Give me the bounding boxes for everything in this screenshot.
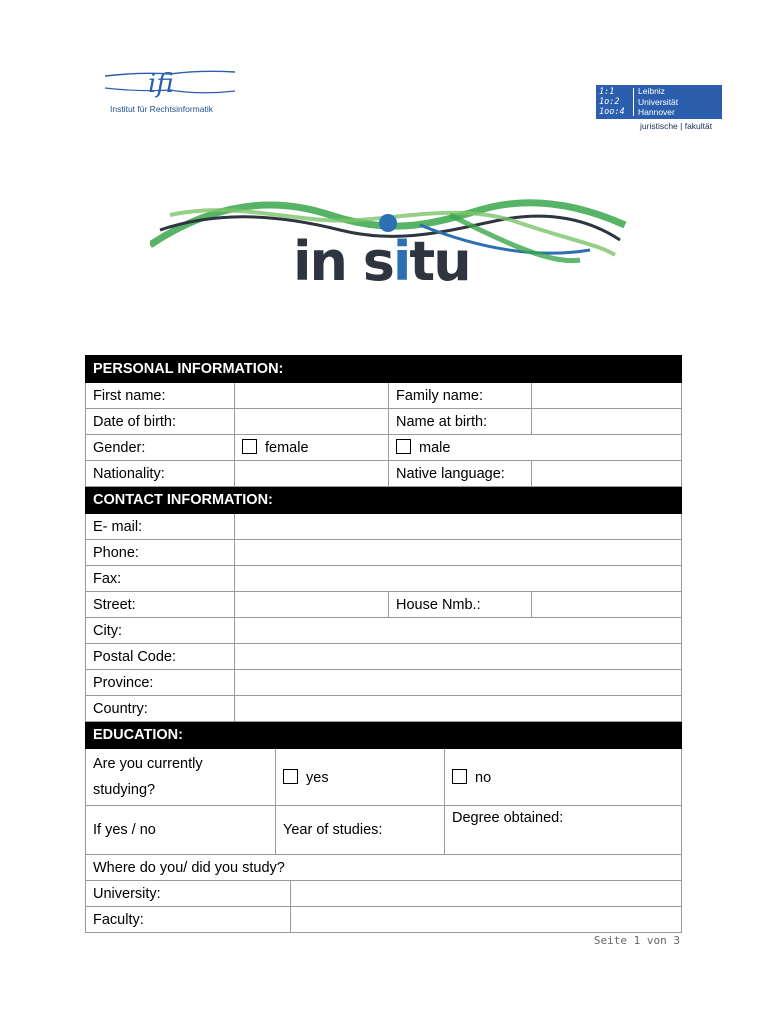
house-number-field[interactable]	[532, 592, 682, 618]
university-label: University:	[86, 881, 291, 907]
degree-obtained-label: Degree obtained:	[452, 810, 564, 826]
degree-obtained-field[interactable]	[445, 806, 682, 855]
year-of-studies-label: Year of studies:	[283, 822, 383, 838]
postal-code-label: Postal Code:	[86, 644, 235, 670]
project-logo	[150, 185, 630, 305]
phone-field[interactable]	[235, 540, 682, 566]
project-wordmark-suffix: tu	[409, 230, 470, 293]
studying-no-option[interactable]	[445, 749, 682, 806]
currently-studying-line1: Are you currently	[93, 756, 203, 772]
nationality-label: Nationality:	[86, 461, 235, 487]
currently-studying-line2: studying?	[93, 782, 156, 798]
name-at-birth-field[interactable]	[532, 409, 682, 435]
section-education: EDUCATION:	[86, 722, 682, 749]
phone-label: Phone:	[86, 540, 235, 566]
first-name-label: First name:	[86, 383, 235, 409]
faculty-field[interactable]	[291, 907, 682, 933]
gender-male-option[interactable]	[389, 435, 682, 461]
project-wordmark	[293, 230, 470, 293]
date-of-birth-label: Date of birth:	[86, 409, 235, 435]
currently-studying-label	[86, 749, 276, 806]
yes-checkbox[interactable]	[283, 769, 298, 784]
institute-name: Institut für Rechtsinformatik	[110, 104, 213, 114]
no-label: no	[475, 769, 492, 786]
svg-text:ifi: ifi	[148, 69, 174, 99]
institute-logo	[100, 62, 240, 118]
province-field[interactable]	[235, 670, 682, 696]
male-label: male	[419, 440, 451, 456]
project-wordmark-highlight: i	[392, 230, 410, 293]
female-label: female	[265, 440, 309, 456]
gender-label: Gender:	[86, 435, 235, 461]
university-field[interactable]	[291, 881, 682, 907]
page-number: Seite 1 von 3	[593, 934, 680, 947]
fax-label: Fax:	[86, 566, 235, 592]
female-checkbox[interactable]	[242, 439, 257, 454]
first-name-field[interactable]	[235, 383, 389, 409]
university-name: Leibniz Universität Hannover	[638, 86, 679, 118]
no-checkbox[interactable]	[452, 769, 467, 784]
street-field[interactable]	[235, 592, 389, 618]
studying-yes-option[interactable]	[276, 749, 445, 806]
where-study-label: Where do you/ did you study?	[86, 855, 682, 881]
house-number-label: House Nmb.:	[389, 592, 532, 618]
fax-field[interactable]	[235, 566, 682, 592]
native-language-label: Native language:	[389, 461, 532, 487]
yes-label: yes	[306, 769, 329, 786]
registration-form	[85, 355, 682, 933]
year-of-studies-field[interactable]	[276, 806, 445, 855]
university-logo-digits: 1:1 1o:2 1oo:4	[599, 87, 625, 117]
province-label: Province:	[86, 670, 235, 696]
country-label: Country:	[86, 696, 235, 722]
city-field[interactable]	[235, 618, 682, 644]
name-at-birth-label: Name at birth:	[389, 409, 532, 435]
family-name-field[interactable]	[532, 383, 682, 409]
nationality-field[interactable]	[235, 461, 389, 487]
gender-female-option[interactable]	[235, 435, 389, 461]
native-language-field[interactable]	[532, 461, 682, 487]
family-name-label: Family name:	[389, 383, 532, 409]
email-label: E- mail:	[86, 514, 235, 540]
country-field[interactable]	[235, 696, 682, 722]
city-label: City:	[86, 618, 235, 644]
university-logo-badge	[596, 85, 722, 119]
if-yes-no-label: If yes / no	[86, 806, 276, 855]
email-field[interactable]	[235, 514, 682, 540]
faculty-name: juristische | fakultät	[640, 121, 713, 131]
section-contact-information: CONTACT INFORMATION:	[86, 487, 682, 514]
faculty-label: Faculty:	[86, 907, 291, 933]
date-of-birth-field[interactable]	[235, 409, 389, 435]
male-checkbox[interactable]	[396, 439, 411, 454]
university-logo	[596, 85, 726, 133]
postal-code-field[interactable]	[235, 644, 682, 670]
project-wordmark-prefix: in s	[293, 230, 393, 293]
section-personal-information: PERSONAL INFORMATION:	[86, 356, 682, 383]
street-label: Street:	[86, 592, 235, 618]
